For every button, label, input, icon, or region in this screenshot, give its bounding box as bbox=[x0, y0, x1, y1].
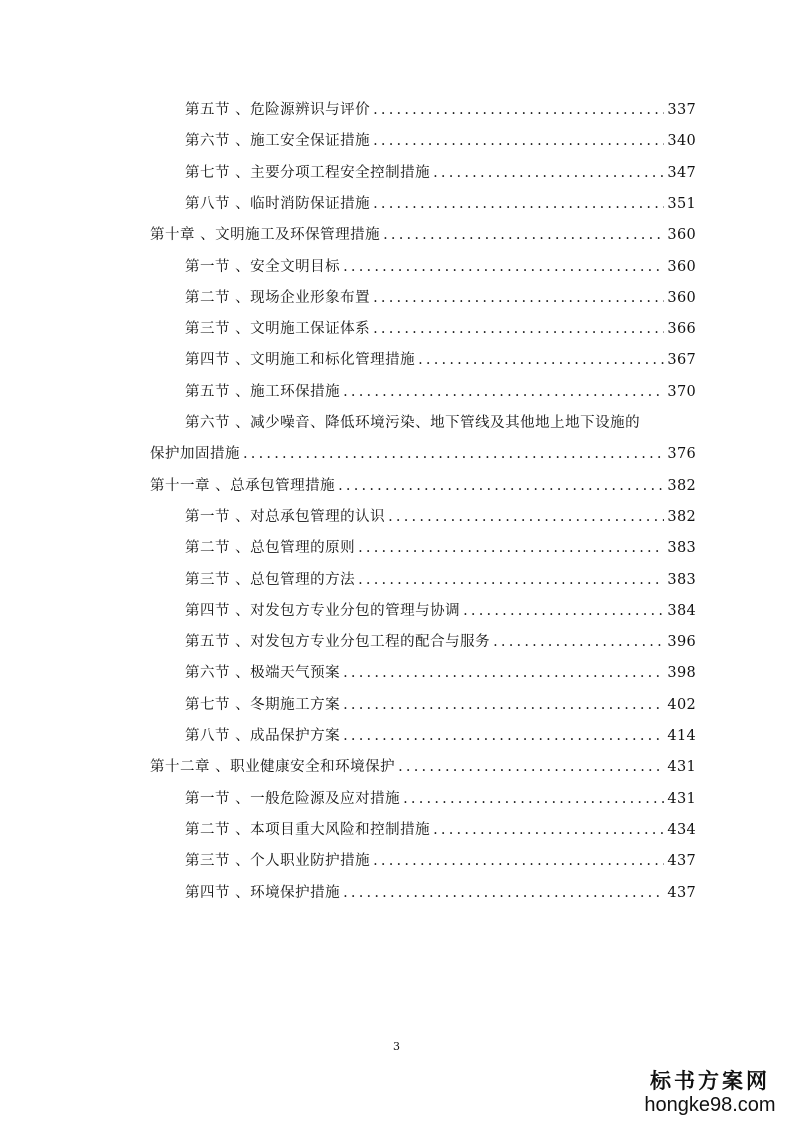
toc-entry-title: 第五节 、危险源辨识与评价 bbox=[185, 102, 371, 118]
toc-section-entry[interactable] bbox=[185, 161, 696, 185]
toc-dot-leader bbox=[343, 380, 664, 404]
toc-entry-title: 第五节 、对发包方专业分包工程的配合与服务 bbox=[185, 634, 491, 651]
toc-dot-leader bbox=[373, 286, 664, 310]
toc-entry-title: 第八节 、临时消防保证措施 bbox=[185, 195, 371, 212]
page-number: 3 bbox=[393, 1040, 400, 1053]
toc-entry-title: 第十一章 、总承包管理措施 bbox=[150, 477, 336, 494]
toc-page-number: 434 bbox=[667, 821, 696, 838]
toc-dot-leader bbox=[373, 849, 664, 873]
toc-section-entry[interactable] bbox=[185, 536, 696, 560]
toc-dot-leader bbox=[463, 599, 664, 623]
watermark-url: hongke98.com bbox=[644, 1094, 776, 1116]
toc-entry-title: 第二节 、本项目重大风险和控制措施 bbox=[185, 821, 431, 838]
toc-dot-leader bbox=[403, 787, 664, 811]
toc-page-number: 351 bbox=[667, 195, 696, 212]
toc-page-number: 398 bbox=[667, 665, 696, 682]
toc-section-entry[interactable] bbox=[185, 693, 696, 717]
toc-entry-title: 第十章 、文明施工及环保管理措施 bbox=[150, 227, 381, 244]
toc-entry-title: 第二节 、现场企业形象布置 bbox=[185, 289, 371, 306]
toc-dot-leader bbox=[433, 818, 664, 842]
toc-dot-leader bbox=[358, 536, 664, 560]
toc-entry-title: 第三节 、文明施工保证体系 bbox=[185, 321, 371, 338]
toc-page-number: 382 bbox=[667, 477, 696, 494]
toc-entry-title: 第七节 、冬期施工方案 bbox=[185, 696, 341, 713]
toc-entry-title: 第四节 、对发包方专业分包的管理与协调 bbox=[185, 602, 461, 619]
toc-entry-title: 保护加固措施 bbox=[150, 446, 240, 463]
toc-page-number: 437 bbox=[667, 853, 696, 870]
toc-chapter-entry[interactable] bbox=[150, 223, 696, 247]
toc-page-number: 437 bbox=[667, 884, 696, 901]
toc-dot-leader bbox=[398, 755, 664, 779]
toc-entry-title: 第四节 、环境保护措施 bbox=[185, 884, 341, 901]
toc-entry-title: 第六节 、施工安全保证措施 bbox=[185, 133, 371, 150]
toc-dot-leader bbox=[343, 661, 664, 685]
watermark-title: 标书方案网 bbox=[650, 1068, 770, 1093]
toc-page-number: 402 bbox=[667, 696, 696, 713]
toc-page-number: 376 bbox=[667, 446, 696, 463]
toc-section-entry[interactable] bbox=[185, 129, 696, 153]
toc-page-number: 414 bbox=[667, 728, 696, 744]
toc-page-number: 347 bbox=[667, 164, 696, 181]
toc-entry-title: 第五节 、施工环保措施 bbox=[185, 383, 341, 400]
toc-entry-title: 第四节 、文明施工和标化管理措施 bbox=[185, 352, 416, 369]
toc-section-entry[interactable] bbox=[185, 380, 696, 404]
toc-page-number: 383 bbox=[667, 540, 696, 557]
toc-dot-leader bbox=[343, 724, 664, 748]
toc-section-entry[interactable] bbox=[185, 661, 696, 685]
site-watermark bbox=[635, 1068, 785, 1116]
toc-dot-leader bbox=[373, 129, 664, 153]
toc-section-entry[interactable] bbox=[185, 192, 696, 216]
toc-dot-leader bbox=[373, 192, 664, 216]
toc-dot-leader bbox=[493, 630, 664, 654]
toc-section-entry[interactable] bbox=[185, 849, 696, 873]
toc-page-number: 360 bbox=[667, 258, 696, 275]
toc-section-entry[interactable] bbox=[185, 599, 696, 623]
toc-section-entry[interactable] bbox=[185, 411, 696, 435]
toc-page-number: 337 bbox=[667, 102, 696, 118]
toc-entry-title: 第一节 、一般危险源及应对措施 bbox=[185, 790, 401, 807]
toc-page-number: 360 bbox=[667, 289, 696, 306]
toc-dot-leader bbox=[343, 881, 664, 905]
toc-dot-leader bbox=[343, 255, 664, 279]
toc-section-entry[interactable] bbox=[185, 255, 696, 279]
toc-dot-leader bbox=[388, 505, 664, 529]
toc-entry-title: 第六节 、极端天气预案 bbox=[185, 665, 341, 682]
toc-page-number: 366 bbox=[667, 321, 696, 338]
toc-section-entry[interactable] bbox=[185, 98, 696, 122]
toc-dot-leader bbox=[418, 348, 664, 372]
toc-page-number: 340 bbox=[667, 133, 696, 150]
toc-section-entry[interactable] bbox=[185, 348, 696, 372]
toc-page-number: 396 bbox=[667, 634, 696, 651]
toc-page-number: 431 bbox=[667, 790, 696, 807]
toc-section-entry[interactable] bbox=[185, 724, 696, 748]
toc-section-entry[interactable] bbox=[185, 630, 696, 654]
toc-entry-title: 第十二章 、职业健康安全和环境保护 bbox=[150, 759, 396, 776]
toc-dot-leader bbox=[338, 474, 664, 498]
toc-chapter-entry[interactable] bbox=[150, 474, 696, 498]
toc-page-number: 360 bbox=[667, 227, 696, 244]
toc-page-number: 431 bbox=[667, 759, 696, 776]
toc-section-entry[interactable] bbox=[185, 881, 696, 905]
toc-dot-leader bbox=[373, 317, 664, 341]
toc-entry-title: 第三节 、总包管理的方法 bbox=[185, 571, 356, 588]
toc-page-number: 384 bbox=[667, 602, 696, 619]
toc-entry-title: 第三节 、个人职业防护措施 bbox=[185, 853, 371, 870]
toc-section-entry[interactable] bbox=[185, 505, 696, 529]
toc-chapter-entry[interactable] bbox=[150, 755, 696, 779]
toc-section-entry[interactable] bbox=[185, 818, 696, 842]
toc-section-entry[interactable] bbox=[185, 317, 696, 341]
toc-dot-leader bbox=[383, 223, 664, 247]
toc-dot-leader bbox=[358, 568, 664, 592]
toc-entry-title: 第一节 、安全文明目标 bbox=[185, 258, 341, 275]
toc-entry-title: 第七节 、主要分项工程安全控制措施 bbox=[185, 164, 431, 181]
toc-page-number: 383 bbox=[667, 571, 696, 588]
toc-entry-title: 第八节 、成品保护方案 bbox=[185, 728, 341, 744]
toc-dot-leader bbox=[373, 98, 664, 122]
toc-page-number: 367 bbox=[667, 352, 696, 369]
toc-entry-title: 第一节 、对总承包管理的认识 bbox=[185, 508, 386, 525]
toc-dot-leader bbox=[243, 442, 664, 466]
toc-section-entry[interactable] bbox=[185, 787, 696, 811]
toc-section-entry[interactable] bbox=[185, 568, 696, 592]
toc-section-entry[interactable] bbox=[150, 442, 696, 466]
toc-section-entry[interactable] bbox=[185, 286, 696, 310]
toc-entry-title: 第六节 、减少噪音、降低环境污染、地下管线及其他地上地下设施的 bbox=[185, 415, 641, 431]
toc-page-number: 370 bbox=[667, 383, 696, 400]
toc-page-number: 382 bbox=[667, 508, 696, 525]
toc-dot-leader bbox=[343, 693, 664, 717]
toc-dot-leader bbox=[433, 161, 664, 185]
toc-entry-title: 第二节 、总包管理的原则 bbox=[185, 540, 356, 557]
